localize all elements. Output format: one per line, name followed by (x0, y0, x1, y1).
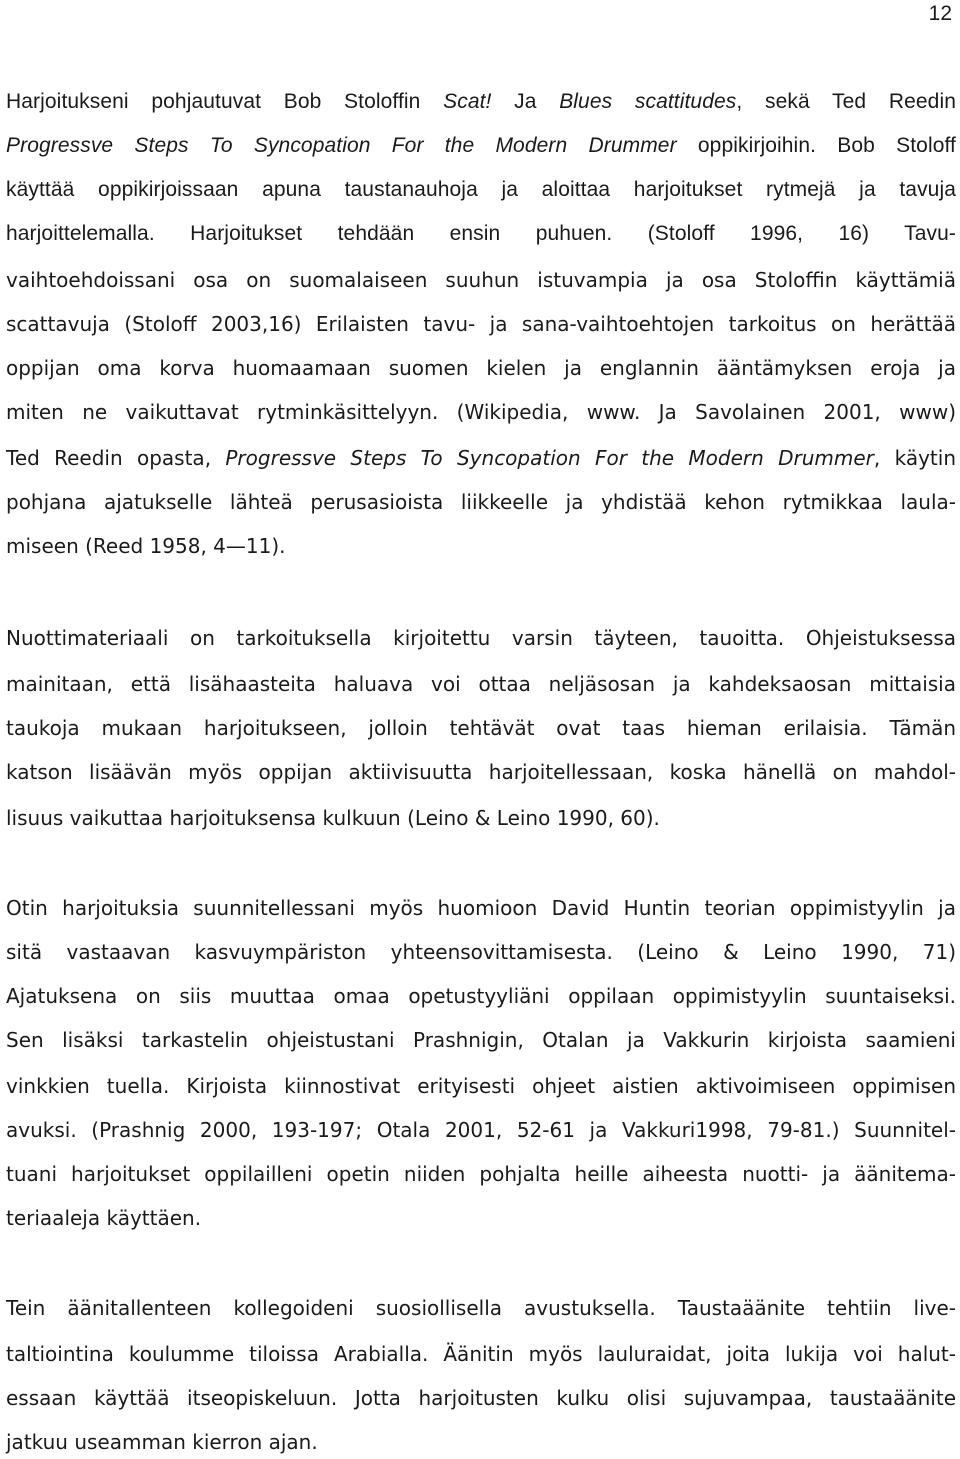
text-line (6, 312, 956, 336)
text-run: , sekä Ted Reedin (736, 90, 956, 113)
page-number: 12 (928, 2, 952, 25)
text-run: Otin harjoituksia suunnitellessani myös huomioon David Huntin teorian oppimistyylin ja (6, 896, 956, 920)
text-run: mainitaan, että lisähaasteita haluava voi ottaa neljäsosan ja kahdeksaosan mittaisia (6, 672, 956, 696)
text-run: Ted Reedin opasta, (6, 446, 226, 470)
text-run: Sen lisäksi tarkastelin ohjeistustani Prashnigin, Otalan ja Vakkurin kirjoista saamieni (6, 1028, 956, 1052)
italic-title: Progressve Steps To Syncopation For the Modern Drummer (225, 446, 874, 470)
text-line (6, 222, 956, 246)
text-run: Tein äänitallenteen kollegoideni suosiollisella avustuksella. Taustaäänite tehtiin live- (6, 1296, 956, 1320)
text-line (6, 446, 956, 470)
italic-title: Progressve Steps To Syncopation For the Modern Drummer (6, 134, 677, 157)
text-line (6, 1296, 956, 1320)
text-run: teriaaleja käyttäen. (6, 1206, 202, 1230)
text-run: taltiointina koulumme tiloissa Arabialla. Äänitin myös lauluraidat, joita lukija voi halut- (6, 1342, 956, 1366)
text-run: avuksi. (Prashnig 2000, 193-197; Otala 2001, 52-61 ja Vakkuri1998, 79-81.) Suunnitel- (6, 1118, 956, 1142)
text-line (6, 90, 956, 114)
italic-title: Scat! (443, 90, 492, 113)
text-run: oppikirjoihin. Bob Stoloff (676, 134, 956, 157)
text-run: käyttää oppikirjoissaan apuna taustanauhoja ja aloittaa harjoitukset rytmejä ja tavuja (6, 178, 956, 201)
text-line (6, 806, 956, 830)
text-line (6, 760, 956, 784)
text-line (6, 268, 956, 292)
text-run: Ajatuksena on siis muuttaa omaa opetustyyliäni oppilaan oppimistyylin suuntaiseksi. (6, 984, 956, 1008)
italic-title: Blues scattitudes (559, 90, 737, 113)
text-line (6, 534, 956, 558)
text-line (6, 672, 956, 696)
text-line (6, 716, 956, 740)
text-run: taukoja mukaan harjoitukseen, jolloin tehtävät ovat taas hieman erilaisia. Tämän (6, 716, 956, 740)
text-line (6, 896, 956, 920)
text-line (6, 984, 956, 1008)
text-run: Nuottimateriaali on tarkoituksella kirjoitettu varsin täyteen, tauoitta. Ohjeistuksessa (6, 626, 956, 650)
text-line (6, 1386, 956, 1410)
text-line (6, 1118, 956, 1142)
text-run: miten ne vaikuttavat rytminkäsittelyyn. (Wikipedia, www. Ja Savolainen 2001, www) (6, 400, 956, 424)
text-line (6, 1342, 956, 1366)
text-run: scattavuja (Stoloff 2003,16) Erilaisten tavu- ja sana-vaihtoehtojen tarkoitus on herättää (6, 312, 956, 336)
text-line (6, 1028, 956, 1052)
text-line (6, 178, 956, 202)
text-run: Harjoitukseni pohjautuvat Bob Stoloffin (6, 90, 444, 113)
text-run: harjoittelemalla. Harjoitukset tehdään ensin puhuen. (Stoloff 1996, 16) Tavu- (6, 222, 956, 245)
text-run: Ja (491, 90, 560, 113)
text-line (6, 940, 956, 964)
text-line (6, 1430, 956, 1454)
text-line (6, 356, 956, 380)
text-run: oppijan oma korva huomaamaan suomen kielen ja englannin ääntämyksen eroja ja (6, 356, 956, 380)
text-line (6, 490, 956, 514)
text-line (6, 1074, 956, 1098)
text-run: vaihtoehdoissani osa on suomalaiseen suuhun istuvampia ja osa Stoloffin käyttämiä (6, 268, 956, 292)
text-run: , käytin (873, 446, 956, 470)
text-run: pohjana ajatukselle lähteä perusasioista liikkeelle ja yhdistää kehon rytmikkaa laula- (6, 490, 956, 514)
text-run: sitä vastaavan kasvuympäriston yhteensovittamisesta. (Leino & Leino 1990, 71) (6, 940, 956, 964)
text-run: vinkkien tuella. Kirjoista kiinnostivat erityisesti ohjeet aistien aktivoimiseen oppimisen (6, 1074, 956, 1098)
text-run: jatkuu useamman kierron ajan. (6, 1430, 318, 1454)
text-line (6, 1162, 956, 1186)
text-line (6, 1206, 956, 1230)
text-run: miseen (Reed 1958, 4—11). (6, 534, 286, 558)
text-line (6, 134, 956, 158)
text-line (6, 400, 956, 424)
text-run: tuani harjoitukset oppilailleni opetin niiden pohjalta heille aiheesta nuotti- ja äänitema- (6, 1162, 956, 1186)
text-run: katson lisäävän myös oppijan aktiivisuutta harjoitellessaan, koska hänellä on mahdol- (6, 760, 956, 784)
text-run: lisuus vaikuttaa harjoituksensa kulkuun (Leino & Leino 1990, 60). (6, 806, 660, 830)
text-run: essaan käyttää itseopiskeluun. Jotta harjoitusten kulku olisi sujuvampaa, taustaäänite (6, 1386, 956, 1410)
text-line (6, 626, 956, 650)
